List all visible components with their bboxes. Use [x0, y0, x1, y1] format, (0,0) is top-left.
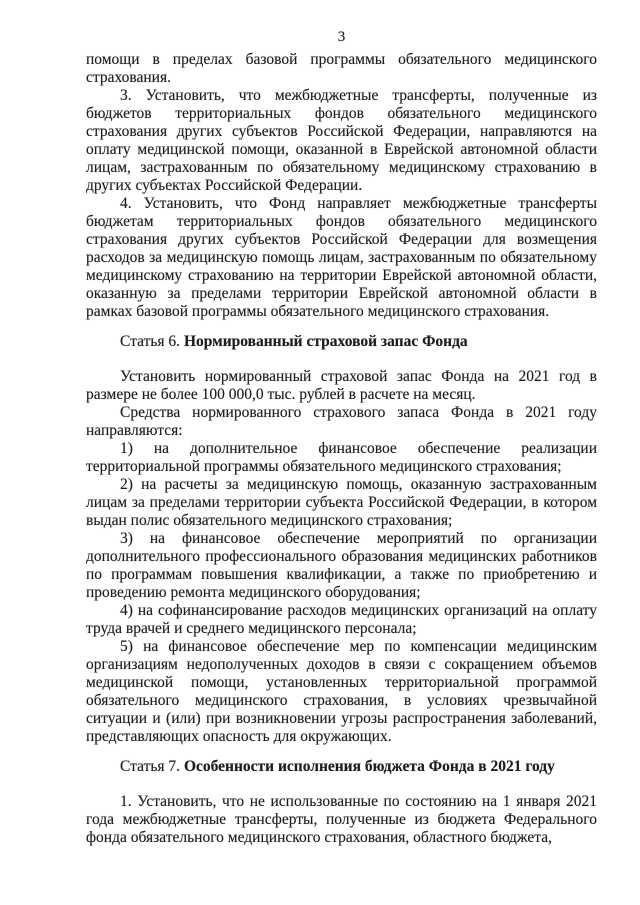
- paragraph: 4. Установить, что Фонд направляет межбюджетные трансферты бюджетам территориальных фондов обязательного медицинского страхования других субъектов Российской Федерации для возмещения расходов за медицинскую помощь лицам, застрахованным по обязательному медицинскому страхованию на территории Еврейской автономной области, оказанную за пределами территории Еврейской автономной области в рамках базовой программы обязательного медицинского страхования.: [86, 195, 597, 320]
- article-heading-title: Особенности исполнения бюджета Фонда в 2021 году: [183, 758, 555, 775]
- article-heading: [86, 758, 597, 776]
- article-heading-prefix: Статья 6.: [120, 333, 181, 350]
- paragraph: помощи в пределах базовой программы обязательного медицинского страхования.: [86, 51, 597, 86]
- article-heading: [86, 333, 597, 351]
- document-body: [86, 51, 597, 847]
- article-heading-prefix: Статья 7.: [120, 758, 181, 775]
- paragraph: 1. Установить, что не использованные по состоянию на 1 января 2021 года межбюджетные трансферты, полученные из бюджета Федерального фонда обязательного медицинского страхования, областного бюджета,: [86, 793, 597, 846]
- paragraph: Установить нормированный страховой запас Фонда на 2021 год в размере не более 100 000,0 тыс. рублей в расчете на месяц.: [86, 368, 597, 403]
- paragraph: 4) на софинансирование расходов медицинских организаций на оплату труда врачей и среднего медицинского персонала;: [86, 602, 597, 637]
- paragraph: 1) на дополнительное финансовое обеспечение реализации территориальной программы обязательного медицинского страхования;: [86, 440, 597, 475]
- paragraph: 3) на финансовое обеспечение мероприятий по организации дополнительного профессионального образования медицинских работников по программам повышения квалификации, а также по приобретению и проведению ремонта медицинского оборудования;: [86, 530, 597, 601]
- paragraph: 3. Установить, что межбюджетные трансферты, полученные из бюджетов территориальных фондов обязательного медицинского страхования других субъектов Российской Федерации, направляются на оплату медицинской помощи, оказанной в Еврейской автономной области лицам, застрахованным по обязательному медицинскому страхованию в других субъектах Российской Федерации.: [86, 87, 597, 194]
- article-heading-title: Нормированный страховой запас Фонда: [183, 333, 468, 350]
- paragraph: 5) на финансовое обеспечение мер по компенсации медицинским организациям недополученных доходов в связи с сокращением объемов медицинской помощи, установленных территориальной программой обязательного медицинского страхования, в условиях чрезвычайной ситуации и (или) при возникновении угрозы распространения заболеваний, представляющих опасность для окружающих.: [86, 638, 597, 745]
- paragraph: 2) на расчеты за медицинскую помощь, оказанную застрахованным лицам за пределами территории субъекта Российской Федерации, в котором выдан полис обязательного медицинского страхования;: [86, 476, 597, 529]
- page-number: 3: [337, 29, 346, 45]
- paragraph: Средства нормированного страхового запаса Фонда в 2021 году направляются:: [86, 404, 597, 439]
